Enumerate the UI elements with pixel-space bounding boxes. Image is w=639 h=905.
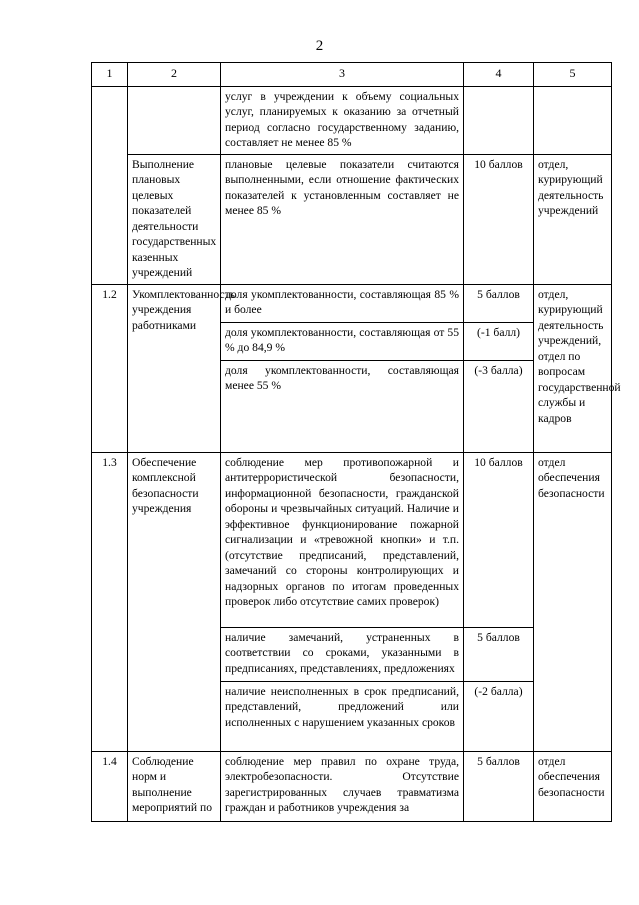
criterion-cell: наличие замечаний, устраненных в соответствии со сроками, указанными в предписаниях, представлениях, предложениях [221, 627, 464, 681]
row-number-cell: 1.3 [92, 452, 128, 751]
page-number: 2 [315, 38, 324, 54]
points-cell: 5 баллов [464, 751, 534, 821]
points-cell: 10 баллов [464, 452, 534, 627]
table-row [92, 452, 612, 627]
points-cell: (-1 балл) [464, 322, 534, 360]
indicator-cell: Соблюдение норм и выполнение мероприятий по [128, 751, 221, 821]
points-cell: 5 баллов [464, 627, 534, 681]
criterion-cell: доля укомплектованности, составляющая менее 55 % [221, 360, 464, 452]
points-cell: 10 баллов [464, 154, 534, 284]
indicator-cell: Обеспечение комплексной безопасности учреждения [128, 452, 221, 751]
row-number-cell [92, 86, 128, 284]
responsible-cell: отдел обеспечения безопасности [534, 751, 612, 821]
row-number-cell: 1.4 [92, 751, 128, 821]
points-cell: (-2 балла) [464, 681, 534, 751]
responsible-cell: отдел обеспечения безопасности [534, 452, 612, 751]
indicator-cell: Выполнение плановых целевых показателей деятельности государственных казенных учреждений [128, 154, 221, 284]
table-row [92, 154, 612, 284]
table-row [92, 284, 612, 322]
criterion-cell: соблюдение мер противопожарной и антитеррористической безопасности, информационной безопасности, гражданской обороны и чрезвычайных ситуаций. Наличие и эффективное функционирование пожарной сигнализации и «тревожной кнопки» и т.п. (отсутствие предписаний, представлений, замечаний со стороны контролирующих и надзорных органов по итогам проведенных проверок либо отсутствие самих проверок) [221, 452, 464, 627]
criterion-cell: доля укомплектованности, составляющая от 55 % до 84,9 % [221, 322, 464, 360]
criterion-cell: наличие неисполненных в срок предписаний, представлений, предложений или исполненных с нарушением указанных сроков [221, 681, 464, 751]
table-row [92, 86, 612, 154]
responsible-cell: отдел, курирующий деятельность учреждений [534, 154, 612, 284]
criterion-cell: услуг в учреждении к объему социальных услуг, планируемых к оказанию за отчетный период согласно государственному заданию, составляет не менее 85 % [221, 86, 464, 154]
header-cell: 2 [128, 63, 221, 87]
criteria-table [91, 62, 621, 822]
header-cell: 1 [92, 63, 128, 87]
row-number-cell: 1.2 [92, 284, 128, 452]
criterion-cell: плановые целевые показатели считаются выполненными, если отношение фактических показателей к установленным составляет не менее 85 % [221, 154, 464, 284]
responsible-cell: отдел, курирующий деятельность учреждений, отдел по вопросам государственной службы и кадров [534, 284, 612, 452]
table-row [92, 751, 612, 821]
header-cell: 3 [221, 63, 464, 87]
points-cell [464, 86, 534, 154]
indicator-cell [128, 86, 221, 154]
header-cell: 5 [534, 63, 612, 87]
responsible-cell [534, 86, 612, 154]
table-header-row [92, 63, 612, 87]
criterion-cell: соблюдение мер правил по охране труда, электробезопасности. Отсутствие зарегистрированных случаев травматизма граждан и работников учреждения за [221, 751, 464, 821]
header-cell: 4 [464, 63, 534, 87]
points-cell: (-3 балла) [464, 360, 534, 452]
criterion-cell: доля укомплектованности, составляющая 85 % и более [221, 284, 464, 322]
points-cell: 5 баллов [464, 284, 534, 322]
indicator-cell: Укомплектованность учреждения работниками [128, 284, 221, 452]
